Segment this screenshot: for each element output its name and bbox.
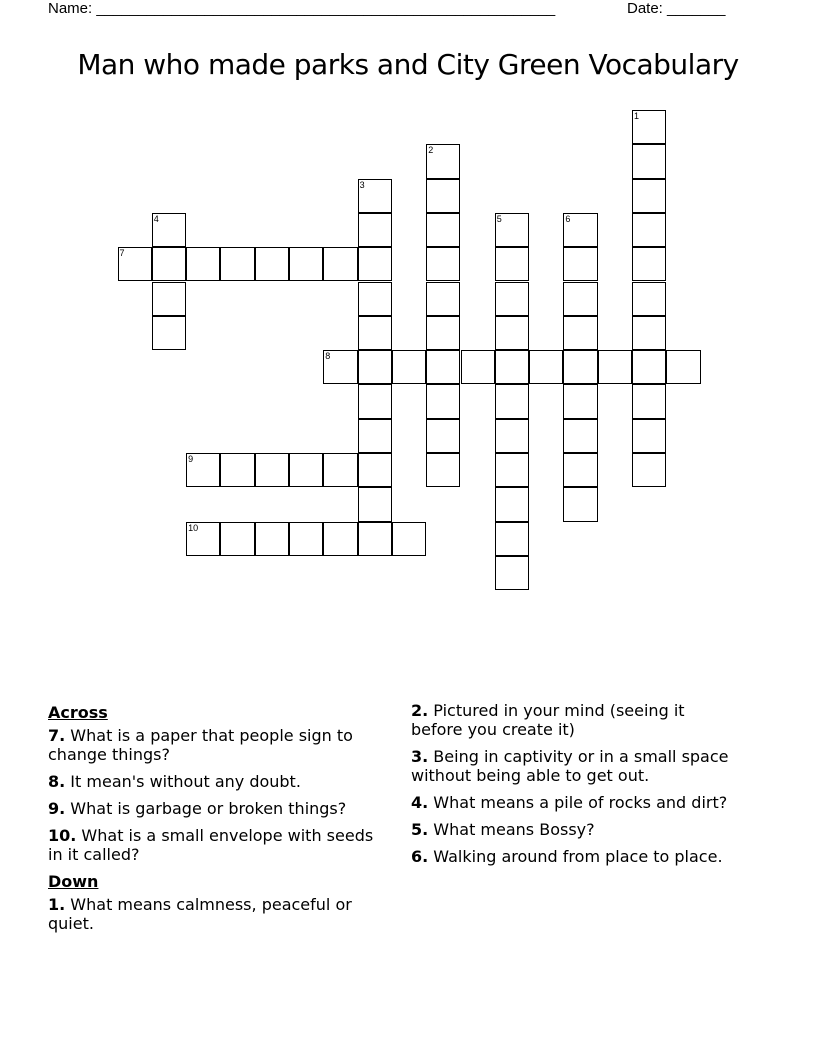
grid-cell[interactable] [358,453,392,487]
grid-cell[interactable] [426,179,460,213]
clue-text: Being in captivity or in a small space without being able to get out. [411,747,729,785]
clue-down-3 [411,747,741,785]
grid-cell[interactable] [358,384,392,418]
grid-cell[interactable] [666,350,700,384]
grid-cell[interactable] [495,384,529,418]
grid-cell[interactable] [358,487,392,521]
grid-cell[interactable] [152,213,186,247]
cell-number: 3 [359,179,365,190]
grid-cell[interactable] [632,247,666,281]
cell-number: 2 [428,145,434,156]
grid-cell[interactable] [289,247,323,281]
across-heading: Across [48,703,108,722]
clue-number: 6. [411,847,429,866]
grid-cell[interactable] [220,247,254,281]
grid-cell[interactable] [323,247,357,281]
grid-cell[interactable] [632,316,666,350]
grid-cell[interactable] [426,316,460,350]
grid-cell[interactable] [323,522,357,556]
grid-cell[interactable] [426,213,460,247]
grid-cell[interactable] [495,453,529,487]
grid-cell[interactable] [632,144,666,178]
clues-right-column [411,701,741,874]
grid-cell[interactable] [632,350,666,384]
grid-cell[interactable] [563,487,597,521]
grid-cell[interactable] [358,522,392,556]
clue-down-6 [411,847,741,866]
grid-cell[interactable] [563,247,597,281]
grid-cell[interactable] [255,522,289,556]
clue-text: Pictured in your mind (seeing it before you create it) [411,701,685,739]
grid-cell[interactable] [632,419,666,453]
name-field[interactable]: Name: _______________________________________________________ [48,0,556,17]
grid-cell[interactable] [495,316,529,350]
grid-cell[interactable] [323,453,357,487]
clue-number: 7. [48,726,66,745]
grid-cell[interactable] [358,247,392,281]
grid-cell[interactable] [563,350,597,384]
grid-cell[interactable] [632,213,666,247]
grid-cell[interactable] [152,316,186,350]
grid-cell[interactable] [563,384,597,418]
grid-cell[interactable] [392,350,426,384]
grid-cell[interactable] [495,282,529,316]
grid-cell[interactable] [495,247,529,281]
cell-number: 7 [119,248,125,259]
clue-text: What is a small envelope with seeds in it called? [48,826,374,864]
clue-text: Walking around from place to place. [428,847,723,866]
grid-cell[interactable] [255,247,289,281]
grid-cell[interactable] [426,384,460,418]
cell-number: 8 [325,351,331,362]
clue-text: It mean's without any doubt. [65,772,301,791]
clues-left-column [48,701,378,941]
cell-number: 6 [565,213,571,224]
grid-cell[interactable] [495,522,529,556]
grid-cell[interactable] [289,453,323,487]
clue-number: 9. [48,799,66,818]
grid-cell[interactable] [632,384,666,418]
clue-down-2 [411,701,741,739]
clue-across-7 [48,726,378,764]
grid-cell[interactable] [563,282,597,316]
grid-cell[interactable] [632,110,666,144]
grid-cell[interactable] [358,419,392,453]
grid-cell[interactable] [323,350,357,384]
clue-number: 2. [411,701,429,720]
grid-cell[interactable] [358,282,392,316]
grid-cell[interactable] [495,487,529,521]
clue-across-10 [48,826,378,864]
grid-cell[interactable] [220,522,254,556]
clue-down-1 [48,895,378,933]
grid-cell[interactable] [220,453,254,487]
grid-cell[interactable] [426,453,460,487]
grid-cell[interactable] [495,419,529,453]
grid-cell[interactable] [426,350,460,384]
cell-number: 4 [153,213,159,224]
clue-text: What means a pile of rocks and dirt? [428,793,728,812]
grid-cell[interactable] [186,453,220,487]
date-field[interactable]: Date: _______ [627,0,726,17]
grid-cell[interactable] [632,453,666,487]
grid-cell[interactable] [358,316,392,350]
cell-number: 5 [496,213,502,224]
clue-number: 8. [48,772,66,791]
clue-down-5 [411,820,741,839]
grid-cell[interactable] [529,350,563,384]
grid-cell[interactable] [186,522,220,556]
grid-cell[interactable] [255,453,289,487]
grid-cell[interactable] [495,350,529,384]
clue-text: What is a paper that people sign to change things? [48,726,353,764]
down-heading: Down [48,872,99,891]
clue-down-4 [411,793,741,812]
clue-text: What means Bossy? [428,820,595,839]
grid-cell[interactable] [186,247,220,281]
grid-cell[interactable] [632,179,666,213]
grid-cell[interactable] [358,350,392,384]
cell-number: 9 [188,454,194,464]
grid-cell[interactable] [563,316,597,350]
cell-number: 1 [634,111,640,121]
grid-cell[interactable] [118,247,152,281]
clue-number: 1. [48,895,66,914]
clue-across-9 [48,799,378,818]
grid-cell[interactable] [426,419,460,453]
grid-cell[interactable] [563,213,597,247]
grid-cell[interactable] [426,144,460,178]
grid-cell[interactable] [495,556,529,590]
grid-cell[interactable] [598,350,632,384]
clue-text: What means calmness, peaceful or quiet. [48,895,352,933]
grid-cell[interactable] [358,179,392,213]
grid-cell[interactable] [289,522,323,556]
grid-cell[interactable] [152,247,186,281]
clue-number: 5. [411,820,429,839]
grid-cell[interactable] [152,282,186,316]
cell-number: 10 [188,522,199,533]
grid-cell[interactable] [632,282,666,316]
clue-number: 10. [48,826,77,845]
clue-number: 3. [411,747,429,766]
grid-cell[interactable] [495,213,529,247]
grid-cell[interactable] [426,282,460,316]
clue-across-8 [48,772,378,791]
clue-text: What is garbage or broken things? [65,799,347,818]
page-title: Man who made parks and City Green Vocabulary [77,48,739,81]
grid-cell[interactable] [358,213,392,247]
grid-cell[interactable] [563,419,597,453]
grid-cell[interactable] [392,522,426,556]
clue-number: 4. [411,793,429,812]
grid-cell[interactable] [461,350,495,384]
grid-cell[interactable] [426,247,460,281]
grid-cell[interactable] [563,453,597,487]
